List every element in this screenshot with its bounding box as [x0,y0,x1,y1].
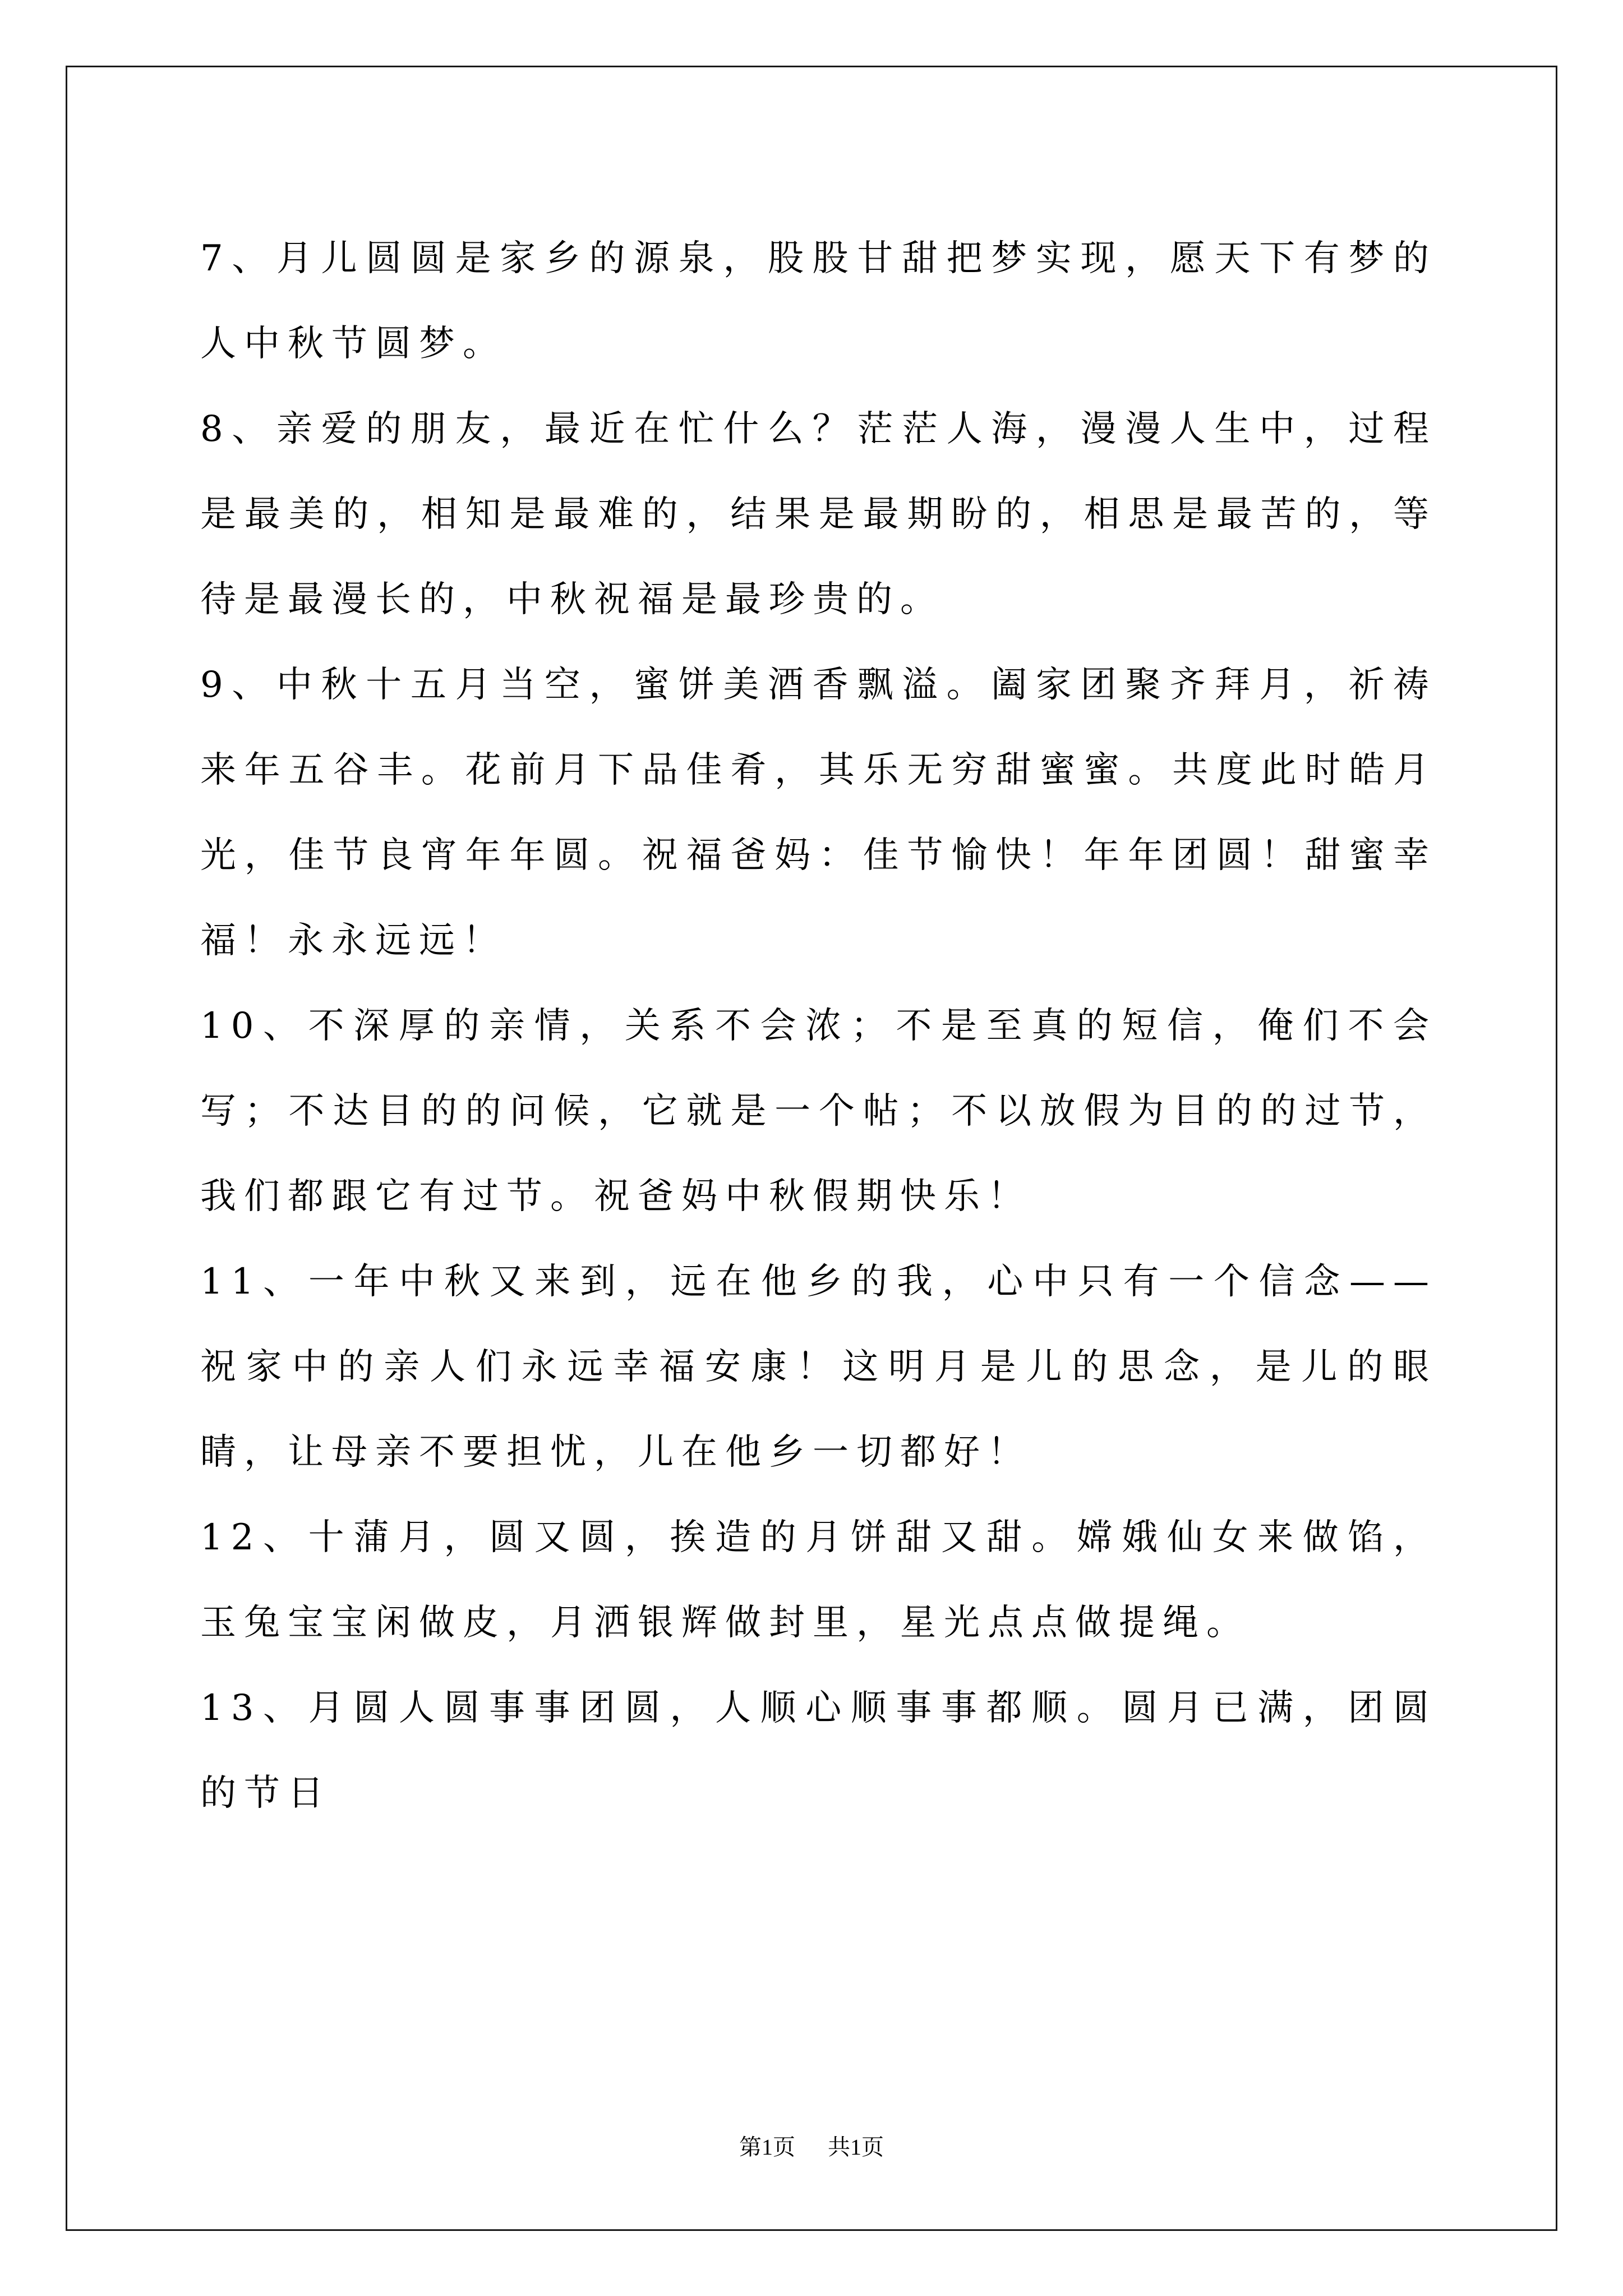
paragraph-10: 10、不深厚的亲情，关系不会浓；不是至真的短信，俺们不会写；不达目的的问候，它就是一个帖；不以放假为目的的过节，我们都跟它有过节。祝爸妈中秋假期快乐！ [200,1005,1437,1217]
paragraph-13: 13、月圆人圆事事团圆，人顺心顺事事都顺。圆月已满，团圆的节日 [200,1687,1437,1814]
document-body [200,216,1437,1836]
page-number: 第1页 [739,2134,795,2160]
paragraph-7: 7、月儿圆圆是家乡的源泉，股股甘甜把梦实现，愿天下有梦的人中秋节圆梦。 [200,238,1437,365]
paragraph-12: 12、十蒲月，圆又圆，挨造的月饼甜又甜。嫦娥仙女来做馅，玉兔宝宝闲做皮，月洒银辉做封里，星光点点做提绳。 [200,1517,1437,1644]
page-total: 共1页 [828,2134,884,2160]
paragraph-8: 8、亲爱的朋友，最近在忙什么？茫茫人海，漫漫人生中，过程是最美的，相知是最难的，结果是最期盼的，相思是最苦的，等待是最漫长的，中秋祝福是最珍贵的。 [200,408,1437,620]
page-footer [0,2132,1623,2163]
paragraph-9: 9、中秋十五月当空，蜜饼美酒香飘溢。阖家团聚齐拜月，祈祷来年五谷丰。花前月下品佳肴，其乐无穷甜蜜蜜。共度此时皓月光，佳节良宵年年圆。祝福爸妈：佳节愉快！年年团圆！甜蜜幸福！永永远远！ [200,664,1437,961]
paragraph-11: 11、一年中秋又来到，远在他乡的我，心中只有一个信念——祝家中的亲人们永远幸福安康！这明月是儿的思念，是儿的眼睛，让母亲不要担忧，儿在他乡一切都好！ [200,1261,1437,1473]
